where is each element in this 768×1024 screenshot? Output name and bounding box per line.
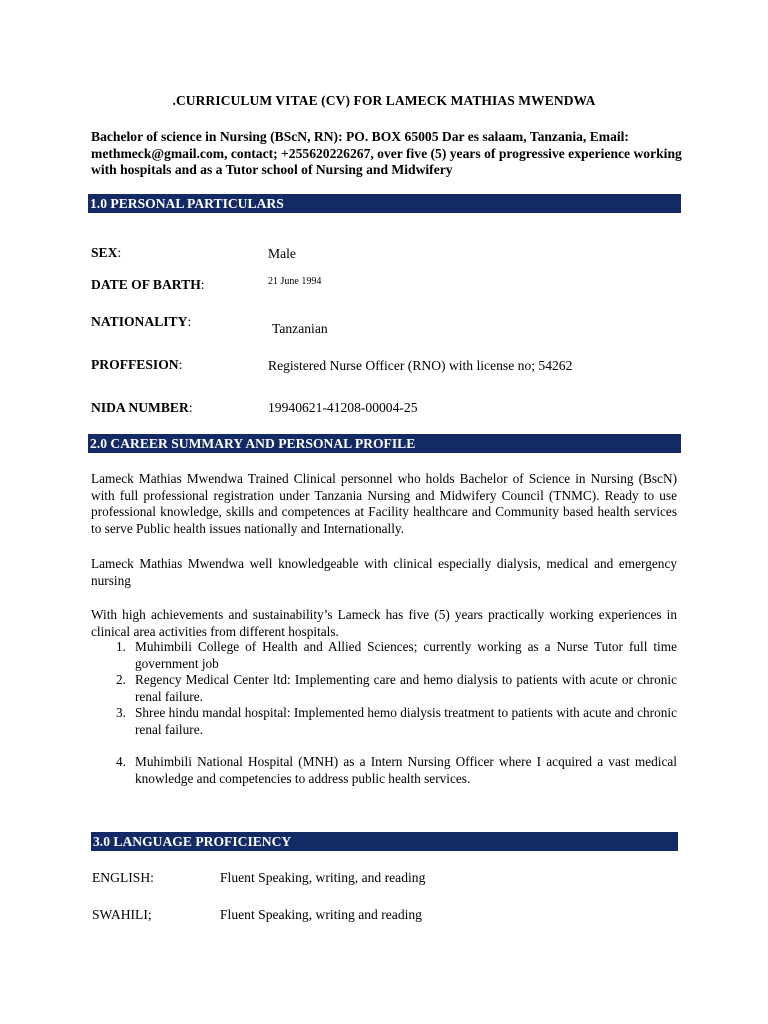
experience-list xyxy=(91,639,677,787)
language-value-english: Fluent Speaking, writing, and reading xyxy=(220,870,426,885)
field-label-sex: SEX: xyxy=(91,245,122,260)
section-heading-career: 2.0 CAREER SUMMARY AND PERSONAL PROFILE xyxy=(88,434,681,453)
language-value-swahili: Fluent Speaking, writing and reading xyxy=(220,907,422,922)
field-value-dob: 21 June 1994 xyxy=(268,276,322,287)
field-label-dob: DATE OF BARTH: xyxy=(91,277,205,292)
section-heading-personal: 1.0 PERSONAL PARTICULARS xyxy=(88,194,681,213)
list-item: 4. Muhimbili National Hospital (MNH) as a Intern Nursing Officer where I acquired a vast medical knowledge and competencies to address public health services. xyxy=(116,754,677,786)
field-value-sex: Male xyxy=(268,246,296,261)
list-item: 1. Muhimbili College of Health and Allied Sciences; currently working as a Nurse Tutor full time government job xyxy=(116,639,677,671)
language-label-swahili: SWAHILI; xyxy=(92,907,152,922)
field-value-nationality: Tanzanian xyxy=(272,321,328,336)
field-label-nationality: NATIONALITY: xyxy=(91,314,192,329)
career-paragraph-1: Lameck Mathias Mwendwa Trained Clinical personnel who holds Bachelor of Science in Nursing (BscN) with full professional registration under Tanzania Nursing and Midwifery Council (TNMC). Ready to use professional knowledge, skills and competences at Facility healthcare and Community based health services to serve Public health issues nationally and Internationally. xyxy=(91,471,677,536)
field-label-profession: PROFFESION: xyxy=(91,357,183,372)
section-heading-language: 3.0 LANGUAGE PROFICIENCY xyxy=(91,832,678,851)
list-item: 2. Regency Medical Center ltd: Implementing care and hemo dialysis to patients with acute or chronic renal failure. xyxy=(116,672,677,704)
intro-summary: Bachelor of science in Nursing (BScN, RN): PO. BOX 65005 Dar es salaam, Tanzania, Email: methmeck@gmail.com, contact; +255620226267, over five (5) years of progressive experience working with hospitals and as a Tutor school of Nursing and Midwifery xyxy=(91,129,682,177)
career-paragraph-2: Lameck Mathias Mwendwa well knowledgeable with clinical especially dialysis, medical and emergency nursing xyxy=(91,556,677,588)
field-value-nida: 19940621-41208-00004-25 xyxy=(268,400,418,415)
career-paragraph-3: With high achievements and sustainability’s Lameck has five (5) years practically working experiences in clinical area activities from different hospitals. xyxy=(91,607,677,639)
field-label-nida: NIDA NUMBER: xyxy=(91,400,193,415)
language-label-english: ENGLISH: xyxy=(92,870,154,885)
document-title: .CURRICULUM VITAE (CV) FOR LAMECK MATHIAS MWENDWA xyxy=(172,93,596,108)
field-value-profession: Registered Nurse Officer (RNO) with license no; 54262 xyxy=(268,358,573,373)
list-item: 3. Shree hindu mandal hospital: Implemented hemo dialysis treatment to patients with acute and chronic renal failure. xyxy=(116,705,677,737)
